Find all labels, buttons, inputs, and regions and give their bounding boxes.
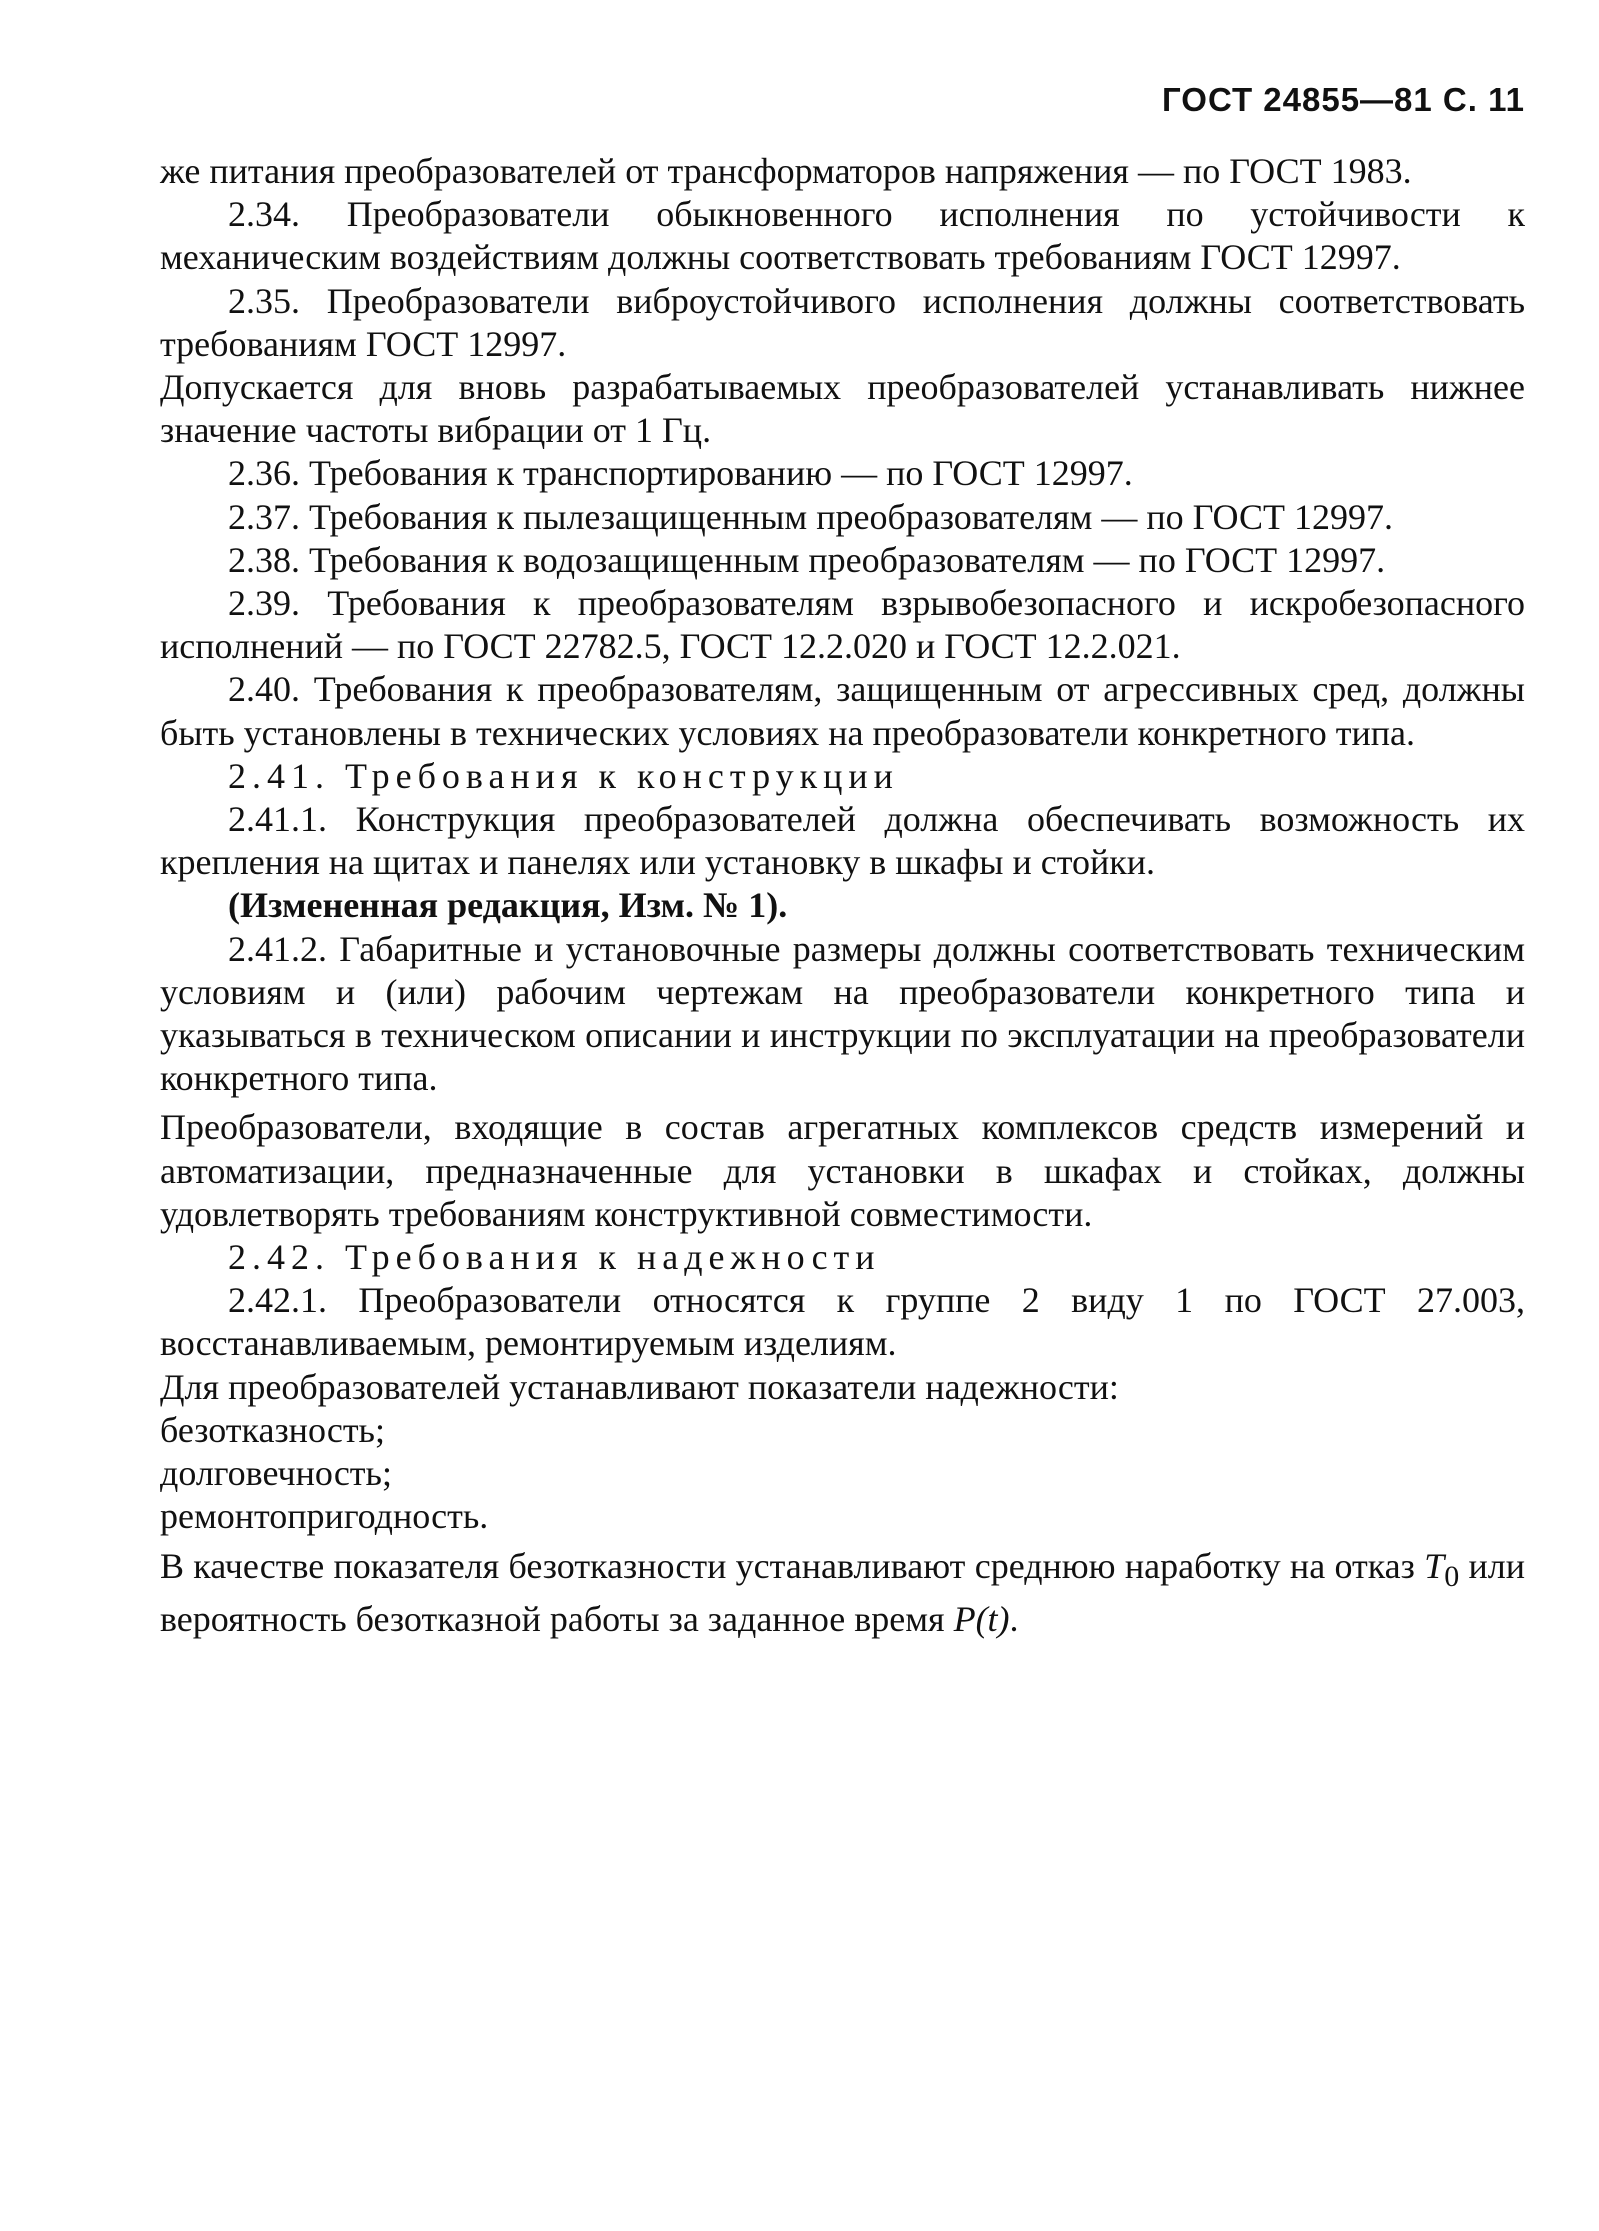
mtbf-text-c: . [1009,1598,1019,1639]
list-item-durability: долговечность; [160,1453,392,1494]
mtbf-text-b: или вероятность безотказной работы за заданное время [160,1545,1525,1639]
paragraph-2-37: 2.37. Требования к пылезащищенным преобразователям — по ГОСТ 12997. [228,496,1393,537]
section-heading-2-41: 2.41. Требования к конструкции [228,755,899,796]
mtbf-text-a: В качестве показателя безотказности устанавливают среднюю наработку на отказ [160,1545,1425,1586]
list-item-reliability: безотказность; [160,1409,385,1450]
symbol-T-subscript: 0 [1444,1559,1460,1593]
paragraph-reliability-indicators: Для преобразователей устанавливают показатели надежности: [160,1366,1119,1407]
list-item-maintainability: ремонтопригодность. [160,1496,489,1537]
paragraph-2-40: 2.40. Требования к преобразователям, защищенным от агрессивных сред, должны быть установлены в технических условиях на преобразователи конкретного типа. [160,669,1525,753]
section-heading-2-42: 2.42. Требования к надежности [228,1237,881,1278]
amendment-note: (Измененная редакция, Изм. № 1). [228,885,788,926]
paragraph-2-38: 2.38. Требования к водозащищенным преобразователям — по ГОСТ 12997. [228,539,1386,580]
paragraph-continuation: же питания преобразователей от трансформаторов напряжения — по ГОСТ 1983. [160,151,1412,191]
paragraph-aggregate-complexes: Преобразователи, входящие в состав агрегатных комплексов средств измерений и автоматизации, предназначенные для установки в шкафах и стойках, должны удовлетворять требованиям конструктивной совместимости. [160,1107,1525,1234]
page-header: ГОСТ 24855—81 С. 11 [1162,81,1525,118]
paragraph-2-39: 2.39. Требования к преобразователям взрывобезопасного и искробезопасного исполнений — по ГОСТ 22782.5, ГОСТ 12.2.020 и ГОСТ 12.2.021. [160,583,1525,667]
paragraph-2-35: 2.35. Преобразователи виброустойчивого исполнения должны соответствовать требованиям ГОСТ 12997. [160,280,1525,364]
symbol-P: P(t) [953,1598,1010,1639]
paragraph-2-36: 2.36. Требования к транспортированию — по ГОСТ 12997. [228,453,1133,494]
document-page [160,80,1525,1641]
paragraph-2-41-2: 2.41.2. Габаритные и установочные размеры должны соответствовать техническим условиям и (или) рабочим чертежам на преобразователи конкретного типа и указываться в техническом описании и инструкции по эксплуатации на преобразователи конкретного типа. [160,928,1525,1099]
paragraph-vibration-note: Допускается для вновь разрабатываемых преобразователей устанавливать нижнее значение частоты вибрации от 1 Гц. [160,367,1525,451]
paragraph-mtbf [160,1545,1525,1642]
paragraph-2-34: 2.34. Преобразователи обыкновенного исполнения по устойчивости к механическим воздействиям должны соответствовать требованиям ГОСТ 12997. [160,194,1525,278]
symbol-T: T [1424,1545,1445,1586]
paragraph-2-42-1: 2.42.1. Преобразователи относятся к группе 2 виду 1 по ГОСТ 27.003, восстанавливаемым, ремонтируемым изделиям. [160,1280,1525,1364]
paragraph-2-41-1: 2.41.1. Конструкция преобразователей должна обеспечивать возможность их крепления на щитах и панелях или установку в шкафы и стойки. [160,799,1525,883]
document-body [160,150,1525,1641]
